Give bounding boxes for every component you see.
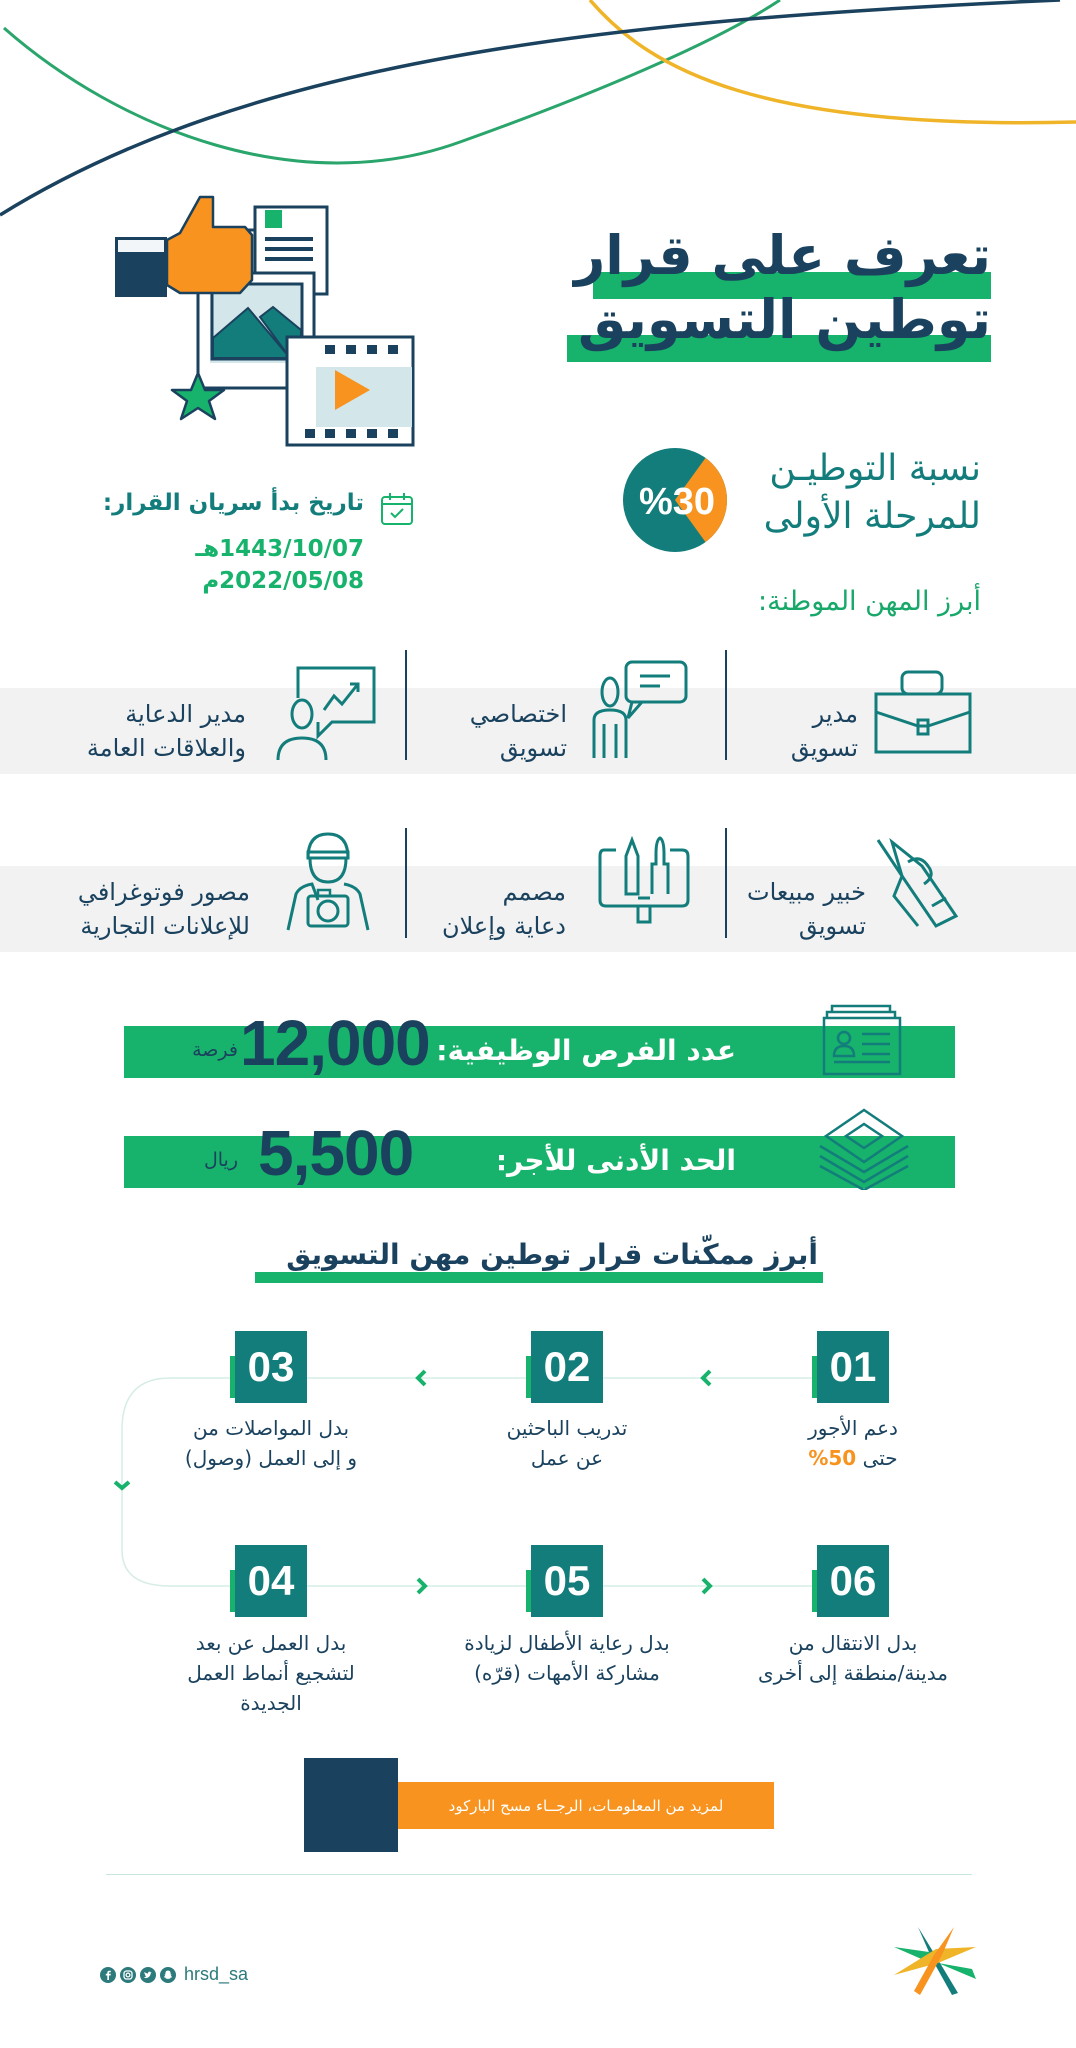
step-03-line-1: بدل المواصلات من [192, 1416, 350, 1440]
job-opportunities-value: 12,000 [240, 1007, 430, 1079]
job-item-3-line-2: والعلاقات العامة [86, 734, 246, 762]
minimum-wage-unit: ريال [203, 1149, 238, 1171]
job-item-5-line-1: مصمم [502, 878, 566, 906]
page-title-line-2: توطين التسويق [577, 288, 991, 351]
divider [405, 650, 407, 760]
design-monitor-icon [596, 834, 692, 928]
footer-divider [106, 1874, 972, 1875]
job-item-1 [791, 697, 858, 765]
localization-label-line-1: نسبة التوطيـن [769, 448, 981, 489]
enablers-heading: أبرز ممكّنات قرار توطين مهن التسويق [286, 1238, 818, 1271]
person-speech-icon [590, 658, 690, 762]
step-04-line-1: بدل العمل عن بعد [195, 1631, 347, 1655]
facebook-icon[interactable] [100, 1967, 116, 1983]
effective-date-label: تاريخ بدأ سريان القرار: [102, 490, 364, 516]
percent-label: %30 [638, 481, 716, 523]
id-cards-icon [822, 1002, 904, 1076]
step-05-line-1: بدل رعاية الأطفال لزيادة [464, 1631, 670, 1655]
qr-banner-text: لمزيد من المعلومـات، الرجــاء مسح الباركود [448, 1796, 724, 1815]
effective-date-hijri: 1443/10/07هـ [195, 536, 364, 562]
job-item-5-line-2: دعاية وإعلان [441, 912, 566, 940]
step-06-line-2: مدينة/منطقة إلى أخرى [758, 1661, 948, 1685]
step-02-text [447, 1413, 687, 1473]
step-01-line-1: دعم الأجور [808, 1416, 898, 1440]
job-item-4 [747, 875, 866, 943]
step-04-line-3: الجديدة [240, 1691, 302, 1715]
localization-label [764, 445, 981, 541]
step-05-text [437, 1628, 697, 1688]
photographer-icon [282, 830, 374, 934]
job-item-2-line-2: تسويق [499, 734, 567, 762]
step-05-line-2: مشاركة الأمهات (قرّه) [474, 1661, 660, 1685]
step-01-highlight: 50% [808, 1446, 857, 1470]
green-curve [4, 0, 780, 163]
job-item-6-line-2: للإعلانات التجارية [80, 912, 250, 940]
step-04-text [151, 1628, 391, 1718]
job-item-1-line-1: مدير [812, 700, 858, 728]
divider [405, 828, 407, 938]
job-item-6-line-1: مصور فوتوغرافي [77, 878, 250, 906]
step-01-text [733, 1413, 973, 1473]
effective-date-gregorian: 2022/05/08م [202, 568, 364, 594]
job-item-2-line-1: اختصاصي [469, 700, 567, 728]
thumbs-up-icon [115, 197, 252, 297]
job-item-2 [470, 697, 567, 765]
job-item-4-line-2: تسويق [798, 912, 866, 940]
presentation-chart-icon [272, 664, 382, 764]
money-stack-icon [816, 1106, 916, 1190]
step-03-line-2: و إلى العمل (وصول) [184, 1446, 358, 1470]
step-06-text [733, 1628, 973, 1688]
briefcase-icon [872, 668, 974, 756]
marketing-illustration [100, 185, 430, 450]
job-item-5 [442, 875, 566, 943]
minimum-wage-label: الحد الأدنى للأجر: [495, 1144, 736, 1177]
step-01-line-2-prefix: حتى [856, 1446, 898, 1470]
yellow-curve [590, 0, 1076, 123]
page-title-line-1: تعرف على قرار [574, 224, 991, 287]
step-01-badge: 01 [817, 1331, 889, 1403]
job-item-6 [78, 875, 250, 943]
qr-code-placeholder[interactable] [304, 1758, 398, 1852]
job-item-3-line-1: مدير الدعاية [125, 700, 246, 728]
localization-label-line-2: للمرحلة الأولى [763, 496, 981, 537]
step-04-badge: 04 [235, 1545, 307, 1617]
snapchat-icon[interactable] [160, 1967, 176, 1983]
enablers-heading-underline [255, 1272, 823, 1283]
hand-pen-icon [872, 836, 972, 936]
job-opportunities-unit: فرصة [192, 1039, 238, 1061]
qr-banner [398, 1782, 774, 1829]
step-02-badge: 02 [531, 1331, 603, 1403]
step-03-badge: 03 [235, 1331, 307, 1403]
jobs-heading: أبرز المهن الموطنة: [758, 586, 981, 617]
job-item-4-line-1: خبير مبيعات [746, 878, 866, 906]
job-opportunities-label: عدد الفرص الوظيفية: [436, 1034, 736, 1067]
video-frame-icon [287, 337, 413, 445]
localization-pie [620, 445, 730, 555]
job-item-1-line-2: تسويق [790, 734, 858, 762]
twitter-icon[interactable] [140, 1967, 156, 1983]
social-links [100, 1964, 248, 1985]
calendar-check-icon [379, 491, 415, 527]
step-06-line-1: بدل الانتقال من [788, 1631, 918, 1655]
job-item-3 [87, 697, 246, 765]
divider [725, 650, 727, 760]
divider [725, 828, 727, 938]
navy-curve [0, 0, 1060, 215]
social-handle[interactable]: hrsd_sa [184, 1964, 249, 1984]
minimum-wage-value: 5,500 [258, 1117, 414, 1189]
step-06-badge: 06 [817, 1545, 889, 1617]
ministry-logo [892, 1925, 978, 1997]
step-05-badge: 05 [531, 1545, 603, 1617]
step-02-line-2: عن عمل [530, 1446, 604, 1470]
step-01-line-2 [733, 1443, 973, 1473]
step-02-line-1: تدريب الباحثين [506, 1416, 628, 1440]
instagram-icon[interactable] [120, 1967, 136, 1983]
step-03-text [151, 1413, 391, 1473]
step-04-line-2: لتشجيع أنماط العمل [187, 1661, 355, 1685]
